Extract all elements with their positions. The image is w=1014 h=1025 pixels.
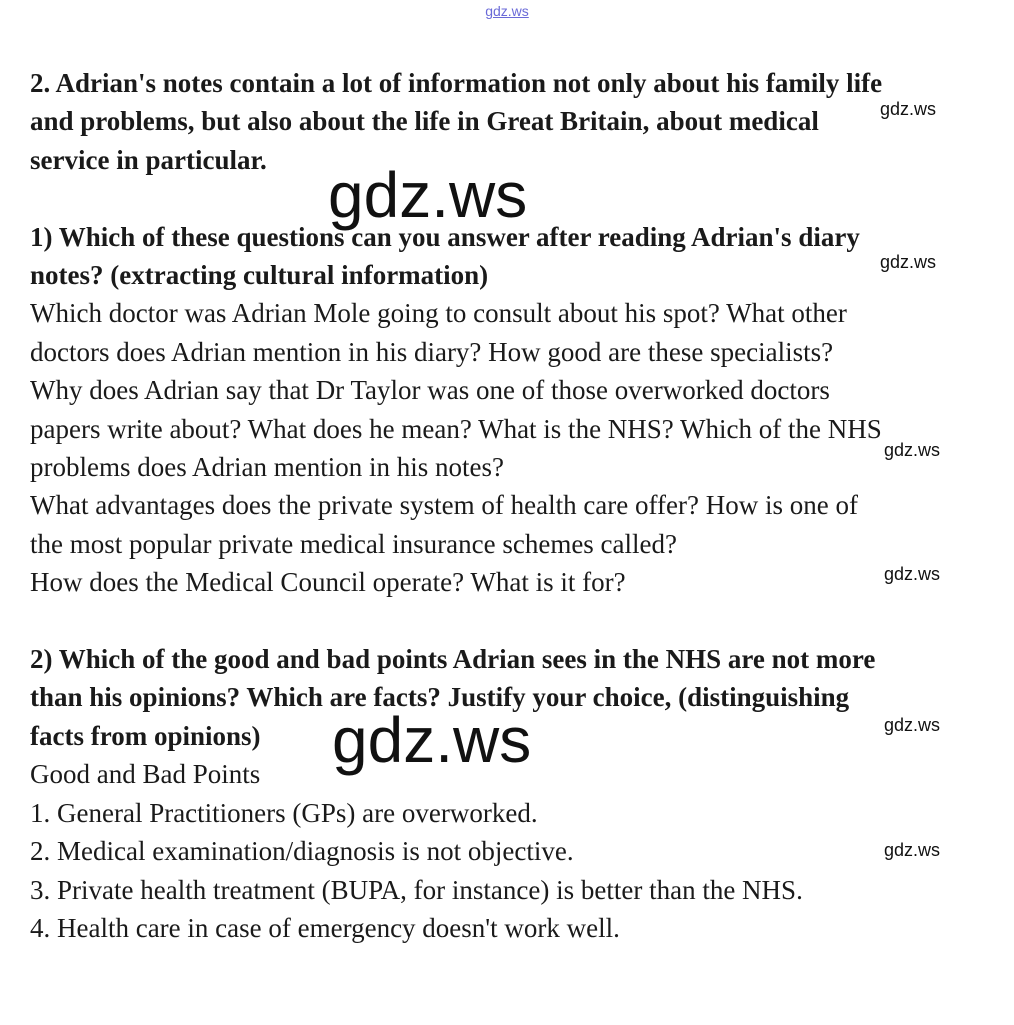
task1-questions <box>30 294 960 601</box>
task2-points <box>30 755 960 947</box>
heading-line: service in particular. <box>30 144 267 175</box>
top-watermark-link[interactable]: gdz.ws <box>485 3 529 19</box>
watermark-large: gdz.ws <box>328 159 528 231</box>
watermark-small: gdz.ws <box>880 99 937 119</box>
text-line: What advantages does the private system of health care offer? How is one of <box>30 490 858 521</box>
heading-line: facts from opinions) <box>30 720 261 751</box>
text-line: Why does Adrian say that Dr Taylor was one of those overworked doctors <box>30 375 830 406</box>
list-item: 1. General Practitioners (GPs) are overworked. <box>30 797 538 828</box>
text-line: doctors does Adrian mention in his diary? How good are these specialists? <box>30 336 834 367</box>
list-item: 2. Medical examination/diagnosis is not objective. <box>30 836 574 867</box>
heading-line: 2. Adrian's notes contain a lot of information not only about his family life <box>30 68 883 98</box>
watermark-small: gdz.ws <box>884 715 941 735</box>
heading-line: notes? (extracting cultural information) <box>30 260 489 291</box>
text-line: the most popular private medical insurance schemes called? <box>30 528 677 559</box>
text-line: Which doctor was Adrian Mole going to consult about his spot? What other <box>30 298 847 329</box>
heading-line: than his opinions? Which are facts? Justify your choice, (distinguishing <box>30 682 850 713</box>
text-line: How does the Medical Council operate? What is it for? <box>30 567 626 598</box>
watermark-large: gdz.ws <box>332 704 532 776</box>
text-line: papers write about? What does he mean? What is the NHS? Which of the NHS <box>30 413 882 444</box>
watermark-small: gdz.ws <box>884 440 941 460</box>
list-item: 3. Private health treatment (BUPA, for instance) is better than the NHS. <box>30 874 803 905</box>
watermark-small: gdz.ws <box>884 840 941 860</box>
watermark-small: gdz.ws <box>880 252 937 272</box>
points-title: Good and Bad Points <box>30 759 261 790</box>
heading-line: 1) Which of these questions can you answer after reading Adrian's diary <box>30 221 860 252</box>
watermark-small: gdz.ws <box>884 564 941 584</box>
heading-line: and problems, but also about the life in Great Britain, about medical <box>30 106 819 137</box>
list-item: 4. Health care in case of emergency doesn't work well. <box>30 912 620 943</box>
heading-line: 2) Which of the good and bad points Adrian sees in the NHS are not more <box>30 644 876 675</box>
text-line: problems does Adrian mention in his notes? <box>30 452 504 483</box>
